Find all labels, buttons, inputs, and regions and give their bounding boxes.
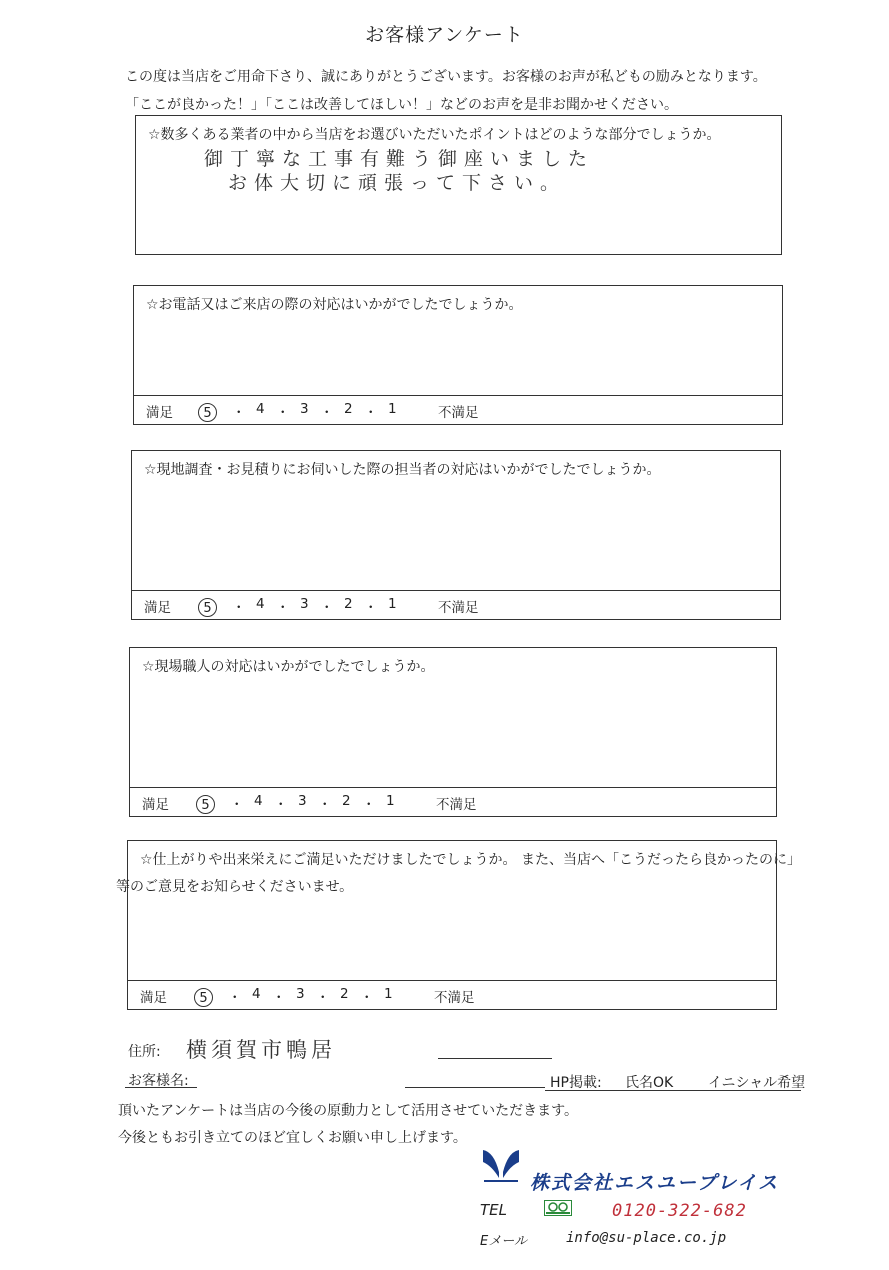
rating-row-3: [132, 590, 780, 619]
rating-left-label: 満足: [144, 600, 171, 616]
rating-2[interactable]: 2: [344, 401, 353, 417]
rating-3[interactable]: 3: [300, 401, 309, 417]
separator: ・: [318, 797, 332, 813]
rating-right-label: 不満足: [438, 405, 479, 421]
separator: ・: [232, 405, 246, 421]
separator: ・: [364, 405, 378, 421]
rating-1[interactable]: 1: [388, 596, 397, 612]
rating-5-selected[interactable]: 5: [194, 988, 213, 1007]
answer-1-line-2: お体大切に頑張って下さい。: [228, 172, 567, 194]
page-title: お客様アンケート: [365, 24, 524, 46]
separator: ・: [320, 600, 334, 616]
separator: ・: [360, 990, 374, 1006]
question-box-1: [135, 115, 782, 255]
question-box-2: [133, 285, 783, 425]
address-value[interactable]: 横須賀市鴨居: [186, 1038, 336, 1062]
question-box-4: [129, 647, 777, 817]
company-logo-icon: [480, 1146, 522, 1186]
question-5-line-2: 等のご意見をお知らせくださいませ。: [116, 879, 354, 895]
tel-number[interactable]: 0120-322-682: [612, 1201, 747, 1221]
note-line-1: 頂いたアンケートは当店の今後の原動力として活用させていただきます。: [118, 1103, 579, 1119]
rating-row-4: [130, 787, 776, 816]
rating-right-label: 不満足: [438, 600, 479, 616]
email-address[interactable]: info@su-place.co.jp: [566, 1230, 727, 1246]
rating-3[interactable]: 3: [300, 596, 309, 612]
separator: ・: [316, 990, 330, 1006]
question-box-5: [116, 840, 801, 1010]
rating-left-label: 満足: [146, 405, 173, 421]
separator: ・: [228, 990, 242, 1006]
email-label: Eメール: [480, 1234, 527, 1249]
separator: ・: [230, 797, 244, 813]
rating-5-selected[interactable]: 5: [198, 598, 217, 617]
rating-2[interactable]: 2: [342, 793, 351, 809]
address-underline: [438, 1058, 552, 1059]
name-underline-left: [125, 1087, 197, 1088]
separator: ・: [362, 797, 376, 813]
hp-underline: [545, 1090, 801, 1091]
customer-name-label: お客様名:: [128, 1073, 189, 1089]
hp-label: HP掲載:: [550, 1075, 602, 1091]
rating-4[interactable]: 4: [256, 596, 265, 612]
rating-left-label: 満足: [140, 990, 167, 1006]
hp-option-initial[interactable]: イニシャル希望: [708, 1075, 806, 1091]
rating-row-2: [134, 395, 782, 424]
question-3-text: ☆現地調査・お見積りにお伺いした際の担当者の対応はいかがでしたでしょうか。: [144, 462, 661, 478]
rating-right-label: 不満足: [436, 797, 477, 813]
rating-3[interactable]: 3: [298, 793, 307, 809]
separator: ・: [276, 600, 290, 616]
note-line-2: 今後ともお引き立てのほど宜しくお願い申し上げます。: [118, 1130, 467, 1146]
rating-4[interactable]: 4: [252, 986, 261, 1002]
rating-4[interactable]: 4: [254, 793, 263, 809]
rating-1[interactable]: 1: [386, 793, 395, 809]
rating-right-label: 不満足: [434, 990, 475, 1006]
question-1-text: ☆数多くある業者の中から当店をお選びいただいたポイントはどのような部分でしょうか。: [148, 127, 721, 143]
address-label: 住所:: [128, 1044, 161, 1060]
intro-line-2: 「ここが良かった！」「ここは改善してほしい！」などのお声を是非お聞かせください。: [125, 97, 678, 113]
name-underline-right: [405, 1087, 545, 1088]
separator: ・: [276, 405, 290, 421]
separator: ・: [364, 600, 378, 616]
question-box-3: [131, 450, 781, 620]
tel-label: TEL: [480, 1201, 507, 1219]
rating-5-selected[interactable]: 5: [198, 403, 217, 422]
question-4-text: ☆現場職人の対応はいかがでしたでしょうか。: [142, 659, 435, 675]
free-dial-icon: [544, 1200, 572, 1214]
rating-row-5: [128, 980, 776, 1009]
question-2-text: ☆お電話又はご来店の際の対応はいかがでしたでしょうか。: [146, 297, 523, 313]
rating-5-selected[interactable]: 5: [196, 795, 215, 814]
rating-1[interactable]: 1: [384, 986, 393, 1002]
separator: ・: [274, 797, 288, 813]
question-5-line-1: ☆仕上がりや出来栄えにご満足いただけましたでしょうか。 また、当店へ「こうだったら良かったのに」: [140, 852, 801, 868]
rating-4[interactable]: 4: [256, 401, 265, 417]
rating-left-label: 満足: [142, 797, 169, 813]
company-name: 株式会社エスユープレイス: [530, 1172, 780, 1194]
rating-3[interactable]: 3: [296, 986, 305, 1002]
hp-option-name-ok[interactable]: 氏名OK: [625, 1075, 674, 1091]
rating-1[interactable]: 1: [388, 401, 397, 417]
separator: ・: [232, 600, 246, 616]
intro-line-1: この度は当店をご用命下さり、誠にありがとうございます。お客様のお声が私どもの励みとなります。: [125, 69, 767, 85]
rating-2[interactable]: 2: [344, 596, 353, 612]
answer-1-line-1: 御丁寧な工事有難う御座いました: [204, 148, 595, 170]
separator: ・: [320, 405, 334, 421]
separator: ・: [272, 990, 286, 1006]
rating-2[interactable]: 2: [340, 986, 349, 1002]
